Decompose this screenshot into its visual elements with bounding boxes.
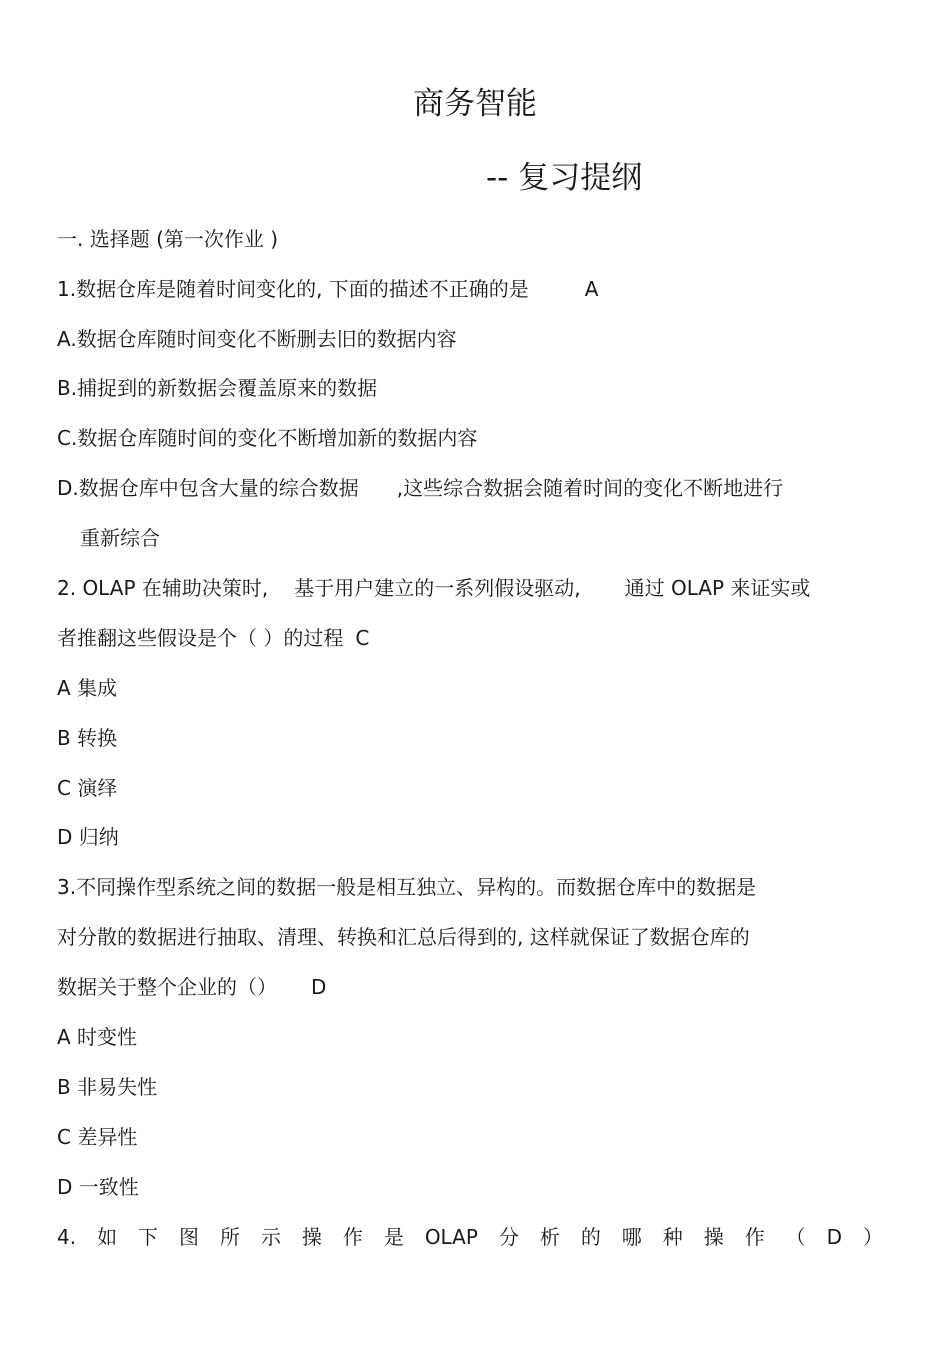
question-4-token: 分: [498, 1225, 519, 1249]
question-4-token: 如: [97, 1225, 118, 1249]
question-1-stem: 1.数据仓库是随着时间变化的, 下面的描述不正确的是: [57, 277, 529, 301]
question-3-option-c: C 差异性: [57, 1125, 138, 1149]
question-1-option-d-part2: ,这些综合数据会随着时间的变化不断地进行: [396, 476, 784, 500]
question-2-answer: C: [355, 626, 370, 650]
question-4-token: OLAP: [424, 1225, 478, 1249]
question-1-option-d: [57, 474, 783, 502]
question-4-token: 所: [219, 1225, 240, 1249]
question-2-option-d: D 归纳: [57, 825, 119, 849]
question-4-token: 作: [342, 1225, 363, 1249]
question-2-stem-end: 者推翻这些假设是个（ ）的过程: [57, 626, 344, 650]
question-3-line-3: [57, 973, 326, 1001]
question-3-line-2: 对分散的数据进行抽取、清理、转换和汇总后得到的, 这样就保证了数据仓库的: [57, 925, 750, 949]
question-4-token: 种: [662, 1225, 683, 1249]
question-3-stem-end: 数据关于整个企业的（）: [57, 975, 277, 999]
question-3-answer: D: [311, 975, 327, 999]
document-subtitle: -- 复习提纲: [486, 160, 643, 196]
question-2-line-1c: 通过 OLAP 来证实或: [624, 576, 811, 600]
question-4-line-1: [57, 1223, 883, 1251]
question-4-token: 图: [179, 1225, 199, 1249]
question-2-option-b: B 转换: [57, 726, 118, 750]
question-1-option-d-part1: D.数据仓库中包含大量的综合数据: [57, 476, 359, 500]
question-4-token: 下: [138, 1225, 159, 1249]
question-4-token: 哪: [621, 1225, 642, 1249]
question-2-option-a: A 集成: [57, 676, 118, 700]
document-title: 商务智能: [413, 86, 537, 122]
question-3-option-d: D 一致性: [57, 1175, 139, 1199]
question-4-token: 是: [383, 1225, 404, 1249]
question-4-token: （: [785, 1225, 806, 1249]
question-4-answer: D: [826, 1225, 843, 1249]
question-1-option-c: C.数据仓库随时间的变化不断增加新的数据内容: [57, 426, 478, 450]
question-2-option-c: C 演绎: [57, 776, 118, 800]
question-4-token: 的: [580, 1225, 601, 1249]
question-4-token: 作: [744, 1225, 765, 1249]
question-4-token: 操: [301, 1225, 322, 1249]
question-1: [57, 275, 598, 303]
question-2-line-1: [57, 574, 810, 602]
question-3-option-a: A 时变性: [57, 1025, 138, 1049]
question-2-line-2: [57, 624, 369, 652]
question-1-option-b: B.捕捉到的新数据会覆盖原来的数据: [57, 376, 378, 400]
question-2-line-1b: 基于用户建立的一系列假设驱动,: [294, 576, 581, 600]
question-4-token: 示: [260, 1225, 281, 1249]
section-heading: 一. 选择题 (第一次作业 ): [57, 227, 279, 251]
question-4-token: 操: [703, 1225, 724, 1249]
question-4-token: 析: [539, 1225, 560, 1249]
question-3-line-1: 3.不同操作型系统之间的数据一般是相互独立、异构的。而数据仓库中的数据是: [57, 875, 757, 899]
question-3-option-b: B 非易失性: [57, 1075, 158, 1099]
question-4-token: 4.: [57, 1225, 77, 1249]
question-1-option-d-continued: 重新综合: [80, 526, 160, 550]
question-1-answer: A: [584, 277, 599, 301]
question-4-token: ）: [863, 1225, 883, 1249]
question-1-option-a: A.数据仓库随时间变化不断删去旧的数据内容: [57, 327, 457, 351]
question-2-line-1a: 2. OLAP 在辅助决策时,: [57, 576, 269, 600]
